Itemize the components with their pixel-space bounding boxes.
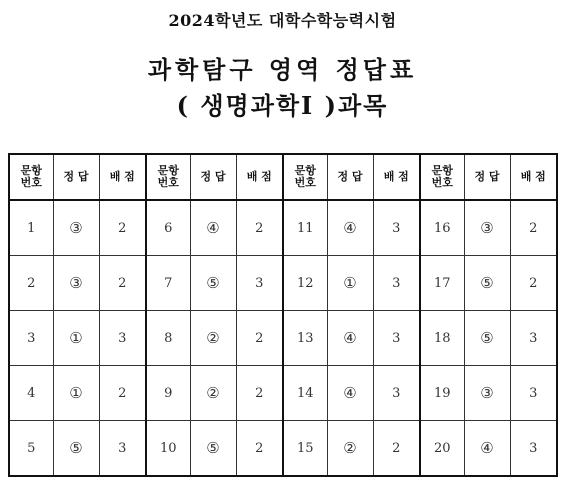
question-number: 10 — [146, 421, 190, 477]
score-cell: 3 — [99, 421, 146, 477]
table-row — [9, 366, 557, 421]
answer-cell: ⑤ — [190, 421, 236, 477]
header-score: 배 점 — [510, 154, 557, 200]
page-title: 과학탐구 영역 정답표 — [147, 55, 418, 84]
question-number: 6 — [146, 200, 190, 256]
question-number: 11 — [283, 200, 327, 256]
score-cell: 2 — [236, 421, 283, 477]
answer-cell: ③ — [53, 256, 99, 311]
header-answer: 정 답 — [190, 154, 236, 200]
score-cell: 3 — [236, 256, 283, 311]
header-answer: 정 답 — [464, 154, 510, 200]
answer-cell: ⑤ — [464, 256, 510, 311]
header-answer: 정 답 — [53, 154, 99, 200]
score-cell: 3 — [373, 366, 420, 421]
question-number: 13 — [283, 311, 327, 366]
score-cell: 3 — [373, 256, 420, 311]
question-number: 20 — [420, 421, 464, 477]
answer-cell: ④ — [327, 200, 373, 256]
table-row — [9, 200, 557, 256]
score-cell: 3 — [373, 311, 420, 366]
score-cell: 3 — [373, 200, 420, 256]
answer-cell: ④ — [327, 311, 373, 366]
answer-cell: ③ — [53, 200, 99, 256]
answer-cell: ① — [327, 256, 373, 311]
header-question-number: 문항 번호 — [146, 154, 190, 200]
exam-year-title: 2024학년도 대학수학능력시험 — [168, 11, 397, 30]
answer-cell: ② — [327, 421, 373, 477]
answer-cell: ⑤ — [464, 311, 510, 366]
question-number: 16 — [420, 200, 464, 256]
score-cell: 3 — [99, 311, 146, 366]
question-number: 19 — [420, 366, 464, 421]
score-cell: 2 — [510, 200, 557, 256]
score-cell: 2 — [510, 256, 557, 311]
answer-cell: ⑤ — [190, 256, 236, 311]
header-row — [9, 154, 557, 200]
score-cell: 3 — [510, 366, 557, 421]
question-number: 18 — [420, 311, 464, 366]
score-cell: 2 — [99, 200, 146, 256]
question-number: 1 — [9, 200, 53, 256]
question-number: 12 — [283, 256, 327, 311]
question-number: 4 — [9, 366, 53, 421]
answer-cell: ③ — [464, 200, 510, 256]
score-cell: 2 — [236, 311, 283, 366]
table-row — [9, 256, 557, 311]
question-number: 9 — [146, 366, 190, 421]
header-question-number: 문항 번호 — [9, 154, 53, 200]
score-cell: 3 — [510, 421, 557, 477]
question-number: 2 — [9, 256, 53, 311]
answer-cell: ④ — [190, 200, 236, 256]
question-number: 15 — [283, 421, 327, 477]
question-number: 14 — [283, 366, 327, 421]
header-question-number: 문항 번호 — [420, 154, 464, 200]
score-cell: 2 — [236, 366, 283, 421]
subject-title: ( 생명과학Ⅰ )과목 — [176, 91, 389, 120]
answer-cell: ④ — [327, 366, 373, 421]
answer-key-table — [8, 153, 558, 477]
header-score: 배 점 — [99, 154, 146, 200]
header-question-number: 문항 번호 — [283, 154, 327, 200]
answer-cell: ④ — [464, 421, 510, 477]
header-answer: 정 답 — [327, 154, 373, 200]
score-cell: 2 — [236, 200, 283, 256]
header-score: 배 점 — [236, 154, 283, 200]
header-score: 배 점 — [373, 154, 420, 200]
score-cell: 2 — [99, 256, 146, 311]
question-number: 5 — [9, 421, 53, 477]
question-number: 7 — [146, 256, 190, 311]
answer-cell: ② — [190, 311, 236, 366]
table-row — [9, 311, 557, 366]
question-number: 17 — [420, 256, 464, 311]
answer-cell: ② — [190, 366, 236, 421]
question-number: 3 — [9, 311, 53, 366]
answer-cell: ③ — [464, 366, 510, 421]
score-cell: 2 — [99, 366, 146, 421]
answer-cell: ⑤ — [53, 421, 99, 477]
score-cell: 3 — [510, 311, 557, 366]
score-cell: 2 — [373, 421, 420, 477]
answer-cell: ① — [53, 311, 99, 366]
question-number: 8 — [146, 311, 190, 366]
table-row — [9, 421, 557, 477]
answer-cell: ① — [53, 366, 99, 421]
